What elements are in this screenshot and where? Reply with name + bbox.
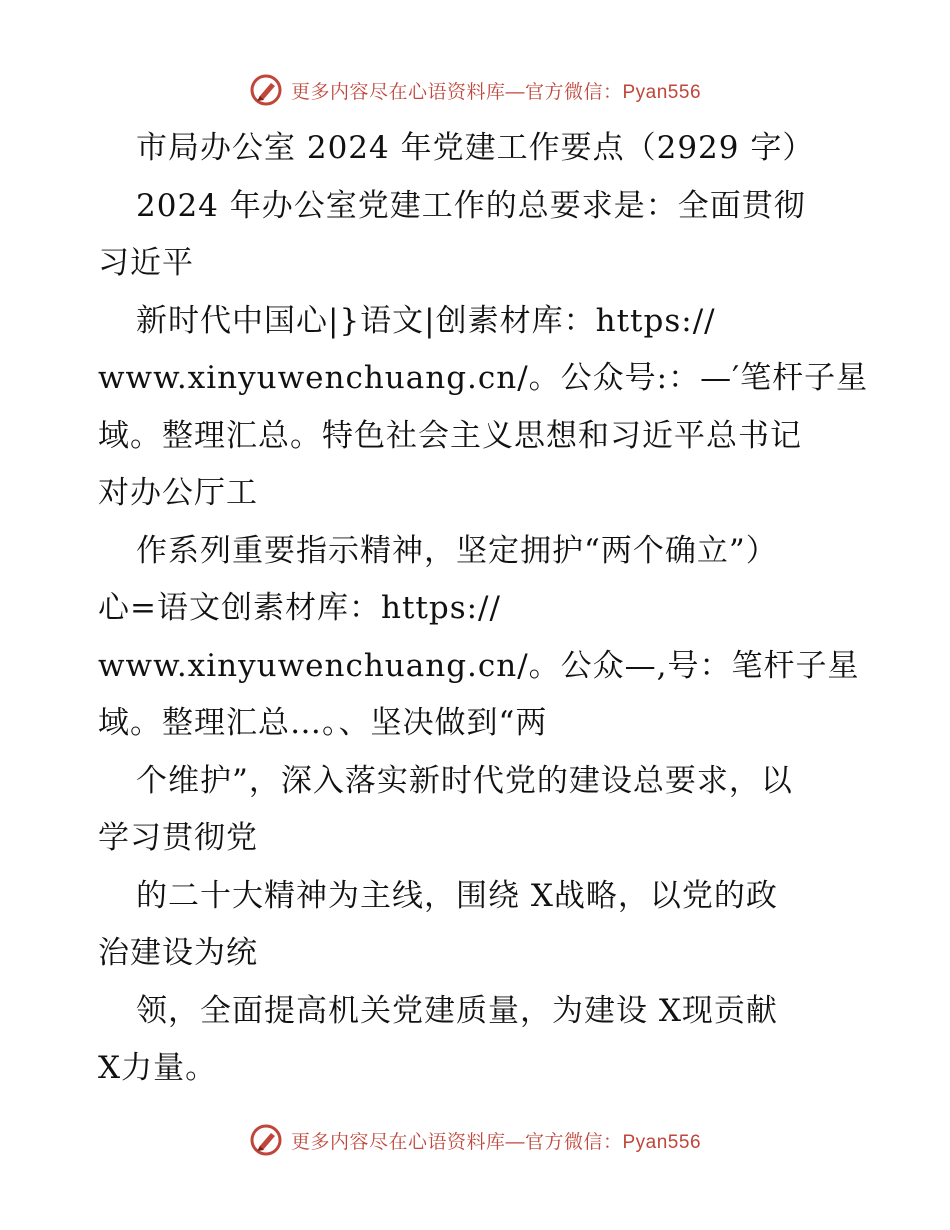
watermark-handle: Pyan556 bbox=[622, 1131, 702, 1153]
text-line: 对办公厅工 bbox=[98, 475, 258, 511]
text-line: 个维护”，深入落实新时代党的建设总要求，以 bbox=[136, 762, 793, 799]
text-line: 习近平 bbox=[98, 245, 194, 281]
watermark-text: 更多内容尽在心语资料库—官方微信：Pyan556 bbox=[290, 1131, 702, 1153]
watermark-footer bbox=[0, 1120, 950, 1160]
text-line: 作系列重要指示精神，坚定拥护“两个确立”） bbox=[136, 532, 778, 569]
text-line: 领，全面提高机关党建质量，为建设 X现贡献 bbox=[136, 992, 778, 1029]
text-line: X力量。 bbox=[98, 1050, 218, 1086]
text-line: www.xinyuwenchuang.cn/。公众—,号：笔杆子星 bbox=[98, 647, 860, 684]
text-line: 的二十大精神为主线，围绕 X战略，以党的政 bbox=[136, 877, 778, 914]
text-line: 2024 年办公室党建工作的总要求是：全面贯彻 bbox=[136, 187, 806, 224]
text-line: www.xinyuwenchuang.cn/。公众号:：—′笔杆子星 bbox=[98, 360, 869, 396]
text-line: 域。整理汇总…。、坚决做到“两 bbox=[98, 705, 548, 741]
text-line: 市局办公室 2024 年党建工作要点（2929 字） bbox=[136, 130, 815, 166]
text-line: 域。整理汇总。特色社会主义思想和习近平总书记 bbox=[98, 417, 802, 454]
watermark-text: 更多内容尽在心语资料库—官方微信：Pyan556 bbox=[290, 81, 702, 103]
text-line: 学习贯彻党 bbox=[98, 820, 258, 856]
watermark-handle: Pyan556 bbox=[622, 81, 702, 103]
text-line: 心=语文创素材库：https:// bbox=[98, 590, 501, 626]
document-body bbox=[98, 120, 869, 1098]
text-line: 治建设为统 bbox=[98, 935, 258, 971]
text-line: 新时代中国心|}语文|创素材库：https:// bbox=[136, 302, 716, 339]
watermark-header bbox=[0, 70, 950, 110]
pen-nib-circle-icon bbox=[249, 1123, 283, 1157]
pen-nib-circle-icon bbox=[249, 73, 283, 107]
